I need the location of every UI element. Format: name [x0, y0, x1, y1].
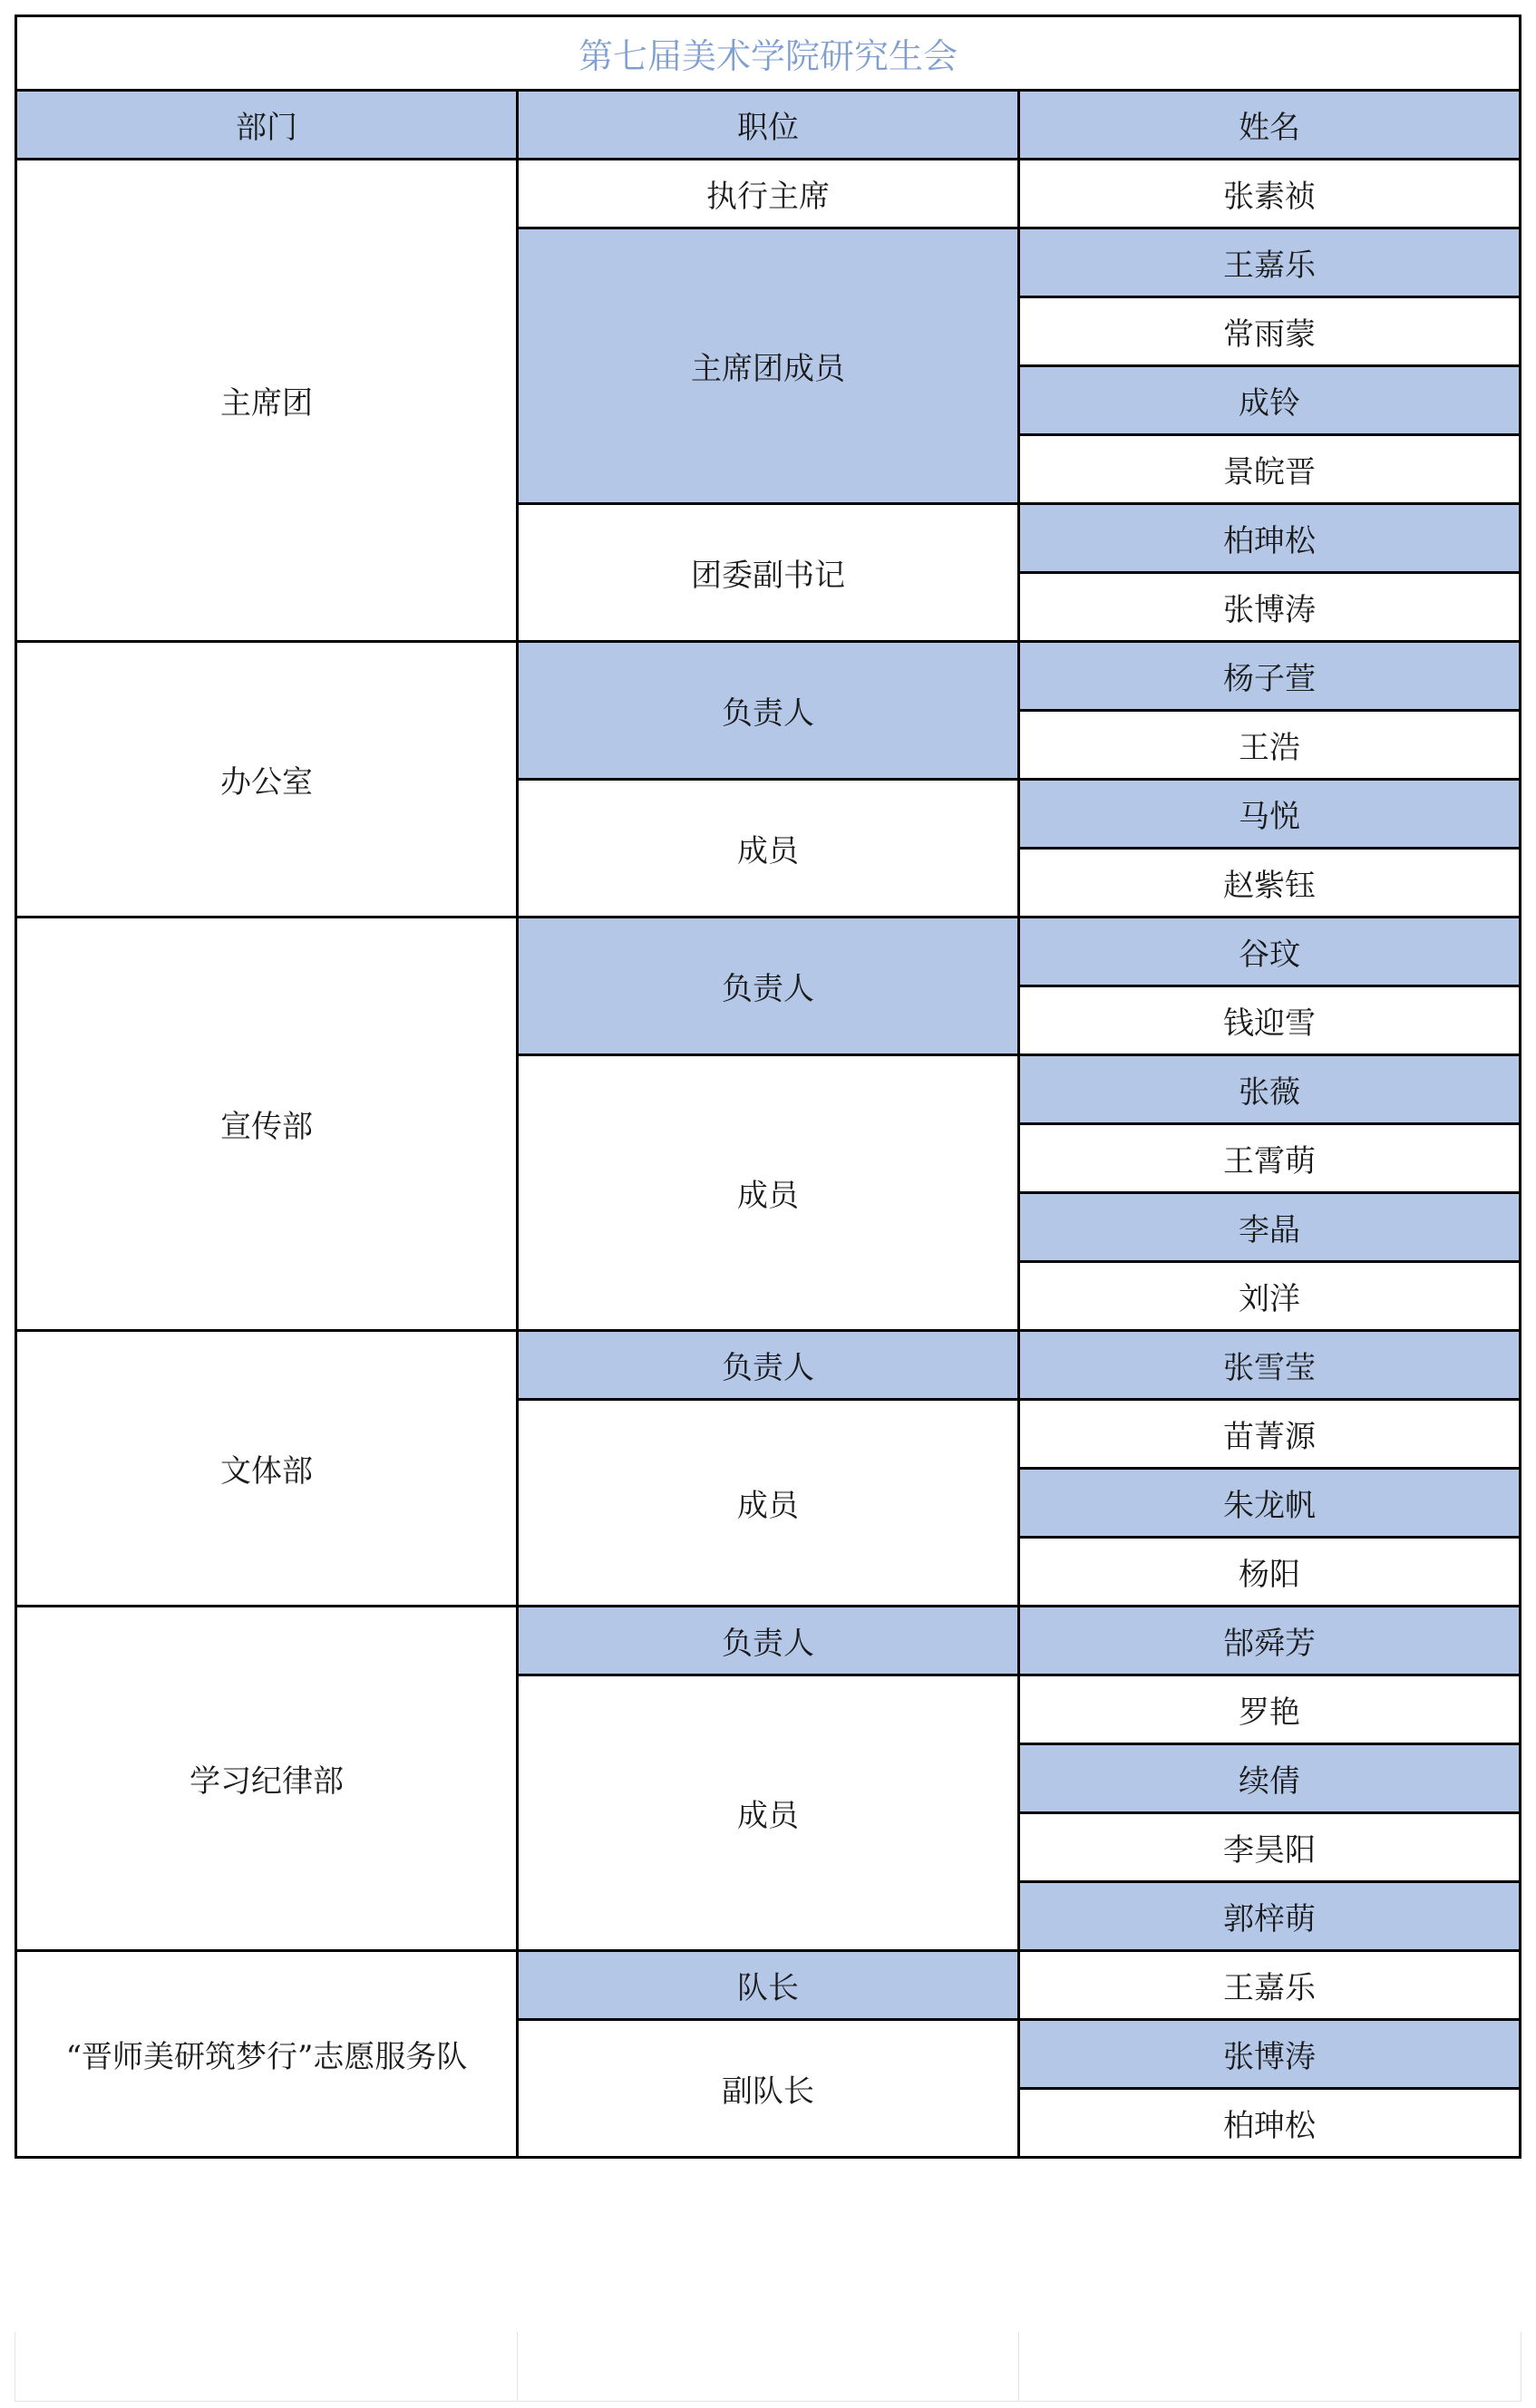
dept-cell: 学习纪律部 — [16, 1607, 518, 1951]
name-cell: 王嘉乐 — [1019, 228, 1521, 297]
position-cell: 负责人 — [518, 1331, 1019, 1400]
name-cell: 苗菁源 — [1019, 1400, 1521, 1469]
empty-cell — [517, 2332, 1019, 2401]
header-position: 职位 — [518, 91, 1019, 160]
empty-cell — [1018, 2332, 1521, 2401]
table-row — [16, 1607, 1521, 1675]
position-cell: 执行主席 — [518, 160, 1019, 228]
name-cell: 杨子萱 — [1019, 642, 1521, 711]
roster-table — [15, 15, 1521, 2159]
position-cell: 成员 — [518, 1675, 1019, 1951]
position-cell: 团委副书记 — [518, 504, 1019, 642]
name-cell: 马悦 — [1019, 780, 1521, 849]
name-cell: 朱龙帆 — [1019, 1469, 1521, 1538]
table-row — [16, 918, 1521, 986]
name-cell: 张雪莹 — [1019, 1331, 1521, 1400]
name-cell: 景皖晋 — [1019, 435, 1521, 504]
dept-cell: “晋师美研筑梦行”志愿服务队 — [16, 1951, 518, 2158]
name-cell: 张薇 — [1019, 1055, 1521, 1124]
position-cell: 副队长 — [518, 2020, 1019, 2158]
table-row — [16, 160, 1521, 228]
position-cell: 负责人 — [518, 918, 1019, 1055]
name-cell: 刘洋 — [1019, 1262, 1521, 1331]
dept-cell: 办公室 — [16, 642, 518, 918]
empty-cell — [15, 2332, 517, 2401]
name-cell: 柏珅松 — [1019, 504, 1521, 573]
name-cell: 李晶 — [1019, 1193, 1521, 1262]
title-row — [16, 16, 1521, 91]
name-cell: 谷玟 — [1019, 918, 1521, 986]
position-cell: 负责人 — [518, 1607, 1019, 1675]
position-cell: 负责人 — [518, 642, 1019, 780]
name-cell: 张素祯 — [1019, 160, 1521, 228]
header-row — [16, 91, 1521, 160]
name-cell: 杨阳 — [1019, 1538, 1521, 1607]
position-cell: 成员 — [518, 780, 1019, 918]
name-cell: 王浩 — [1019, 711, 1521, 780]
name-cell: 柏珅松 — [1019, 2089, 1521, 2158]
position-cell: 主席团成员 — [518, 228, 1019, 504]
name-cell: 张博涛 — [1019, 2020, 1521, 2089]
empty-spreadsheet-row — [15, 2332, 1521, 2401]
dept-cell: 文体部 — [16, 1331, 518, 1607]
table-title: 第七届美术学院研究生会 — [16, 16, 1521, 91]
table-row — [16, 1331, 1521, 1400]
name-cell: 张博涛 — [1019, 573, 1521, 642]
name-cell: 郜舜芳 — [1019, 1607, 1521, 1675]
header-dept: 部门 — [16, 91, 518, 160]
position-cell: 队长 — [518, 1951, 1019, 2020]
name-cell: 钱迎雪 — [1019, 986, 1521, 1055]
dept-cell: 主席团 — [16, 160, 518, 642]
name-cell: 成铃 — [1019, 366, 1521, 435]
name-cell: 续倩 — [1019, 1744, 1521, 1813]
name-cell: 罗艳 — [1019, 1675, 1521, 1744]
position-cell: 成员 — [518, 1400, 1019, 1607]
gridline — [15, 2401, 1521, 2402]
name-cell: 李昊阳 — [1019, 1813, 1521, 1882]
table-row — [16, 642, 1521, 711]
table-row — [16, 1951, 1521, 2020]
name-cell: 赵紫钰 — [1019, 849, 1521, 918]
name-cell: 王霄萌 — [1019, 1124, 1521, 1193]
name-cell: 郭梓萌 — [1019, 1882, 1521, 1951]
name-cell: 王嘉乐 — [1019, 1951, 1521, 2020]
header-name: 姓名 — [1019, 91, 1521, 160]
dept-cell: 宣传部 — [16, 918, 518, 1331]
name-cell: 常雨蒙 — [1019, 297, 1521, 366]
position-cell: 成员 — [518, 1055, 1019, 1331]
